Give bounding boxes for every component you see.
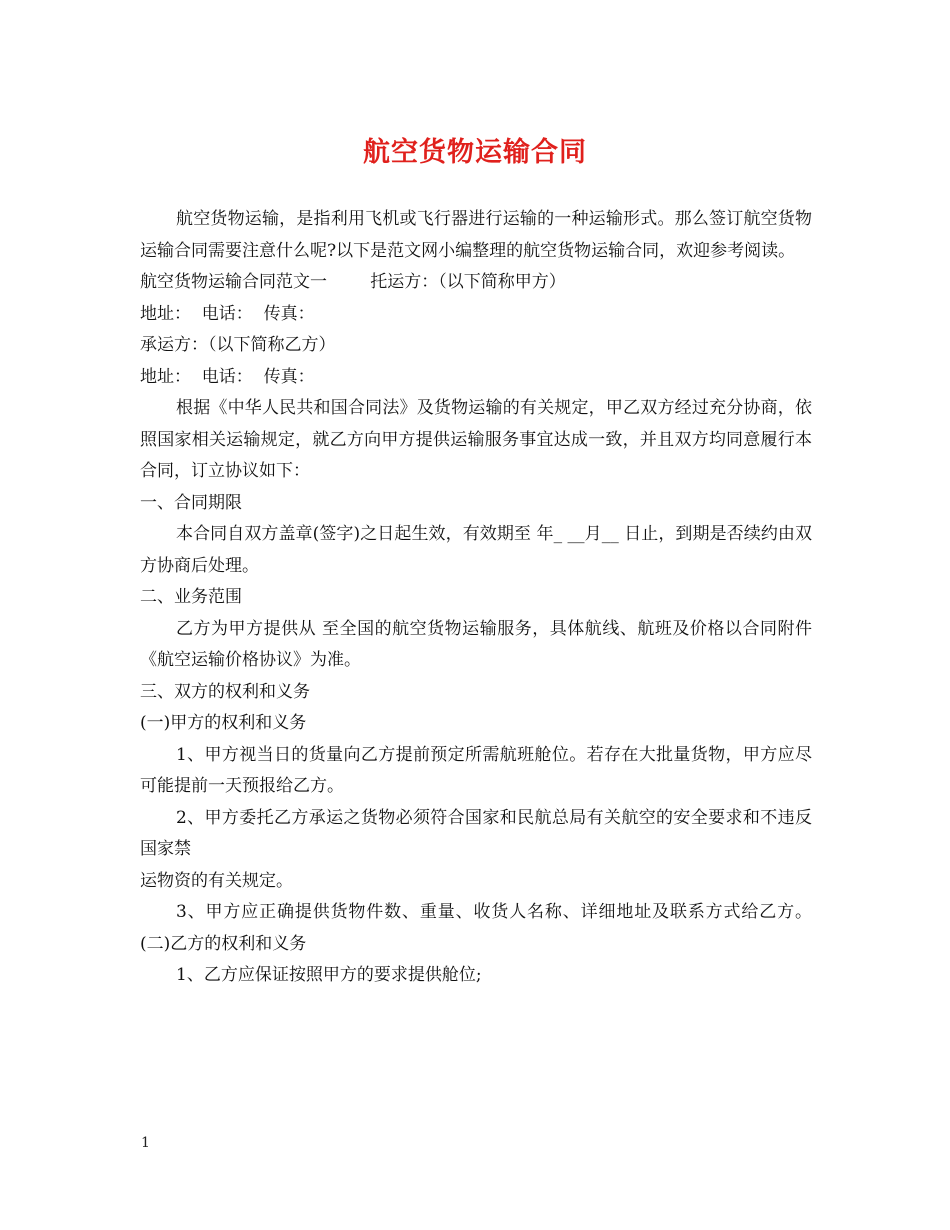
- page-number: 1: [141, 1135, 150, 1151]
- scope-paragraph: 乙方为甲方提供从 至全国的航空货物运输服务，具体航线、航班及价格以合同附件《航空运输价格协议》为准。: [140, 618, 812, 670]
- section-heading-term: 一、合同期限: [140, 492, 242, 513]
- party-a-clause-2: 2、甲方委托乙方承运之货物必须符合国家和民航总局有关航空的安全要求和不违反国家禁: [140, 807, 812, 859]
- consignor-contact-line: 地址： 电话： 传真：: [140, 303, 315, 324]
- sample-heading-consignor: 航空货物运输合同范文一 托运方：（以下简称甲方）: [140, 272, 566, 292]
- section-heading-rights: 三、双方的权利和义务: [140, 681, 310, 702]
- document-title: 航空货物运输合同: [363, 137, 587, 168]
- document-body: [140, 204, 818, 992]
- carrier-contact-line: 地址： 电话： 传真：: [140, 366, 315, 387]
- carrier-line: 承运方：（以下简称乙方）: [140, 335, 336, 355]
- party-a-clause-1: 1、甲方视当日的货量向乙方提前预定所需航班舱位。若存在大批量货物，甲方应尽可能提前一天预报给乙方。: [140, 744, 812, 796]
- subsection-heading-party-a: (一)甲方的权利和义务: [140, 713, 307, 733]
- intro-paragraph: 航空货物运输，是指利用飞机或飞行器进行运输的一种运输形式。那么签订航空货物运输合同需要注意什么呢?以下是范文网小编整理的航空货物运输合同，欢迎参考阅读。: [140, 209, 812, 261]
- party-a-clause-2-continued: 运物资的有关规定。: [140, 870, 293, 891]
- section-heading-scope: 二、业务范围: [140, 587, 242, 607]
- party-a-clause-3: 3、甲方应正确提供货物件数、重量、收货人名称、详细地址及联系方式给乙方。 (二)乙方的权利和义务: [140, 902, 818, 954]
- agreement-basis-paragraph: 根据《中华人民共和国合同法》及货物运输的有关规定，甲乙双方经过充分协商，依照国家相关运输规定，就乙方向甲方提供运输服务事宜达成一致，并且双方均同意履行本合同，订立协议如下：: [140, 398, 812, 481]
- party-b-clause-1: 1、乙方应保证按照甲方的要求提供舱位;: [176, 965, 482, 985]
- term-paragraph: 本合同自双方盖章(签字)之日起生效，有效期至 年_ __月__ 日止，到期是否续约由双方协商后处理。: [140, 524, 812, 576]
